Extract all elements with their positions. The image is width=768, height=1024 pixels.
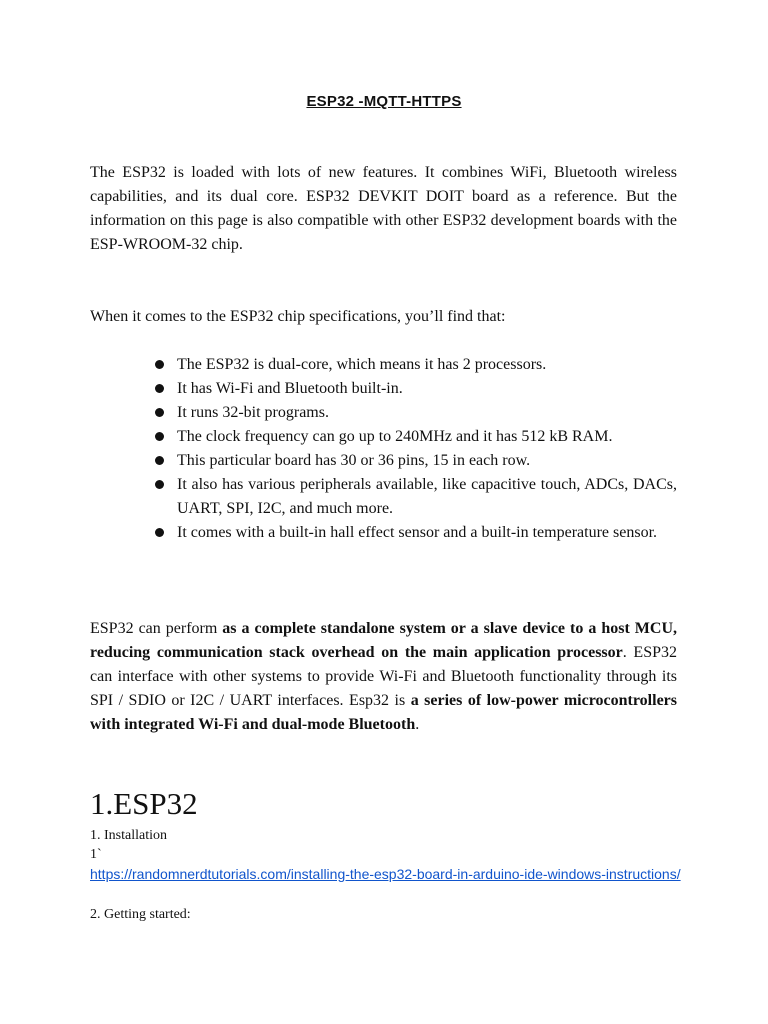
list-item (154, 401, 677, 425)
list-item-text: The clock frequency can go up to 240MHz and it has 512 kB RAM. (177, 428, 613, 445)
step-label: 1` (90, 847, 102, 862)
list-item-text: It has Wi-Fi and Bluetooth built-in. (177, 380, 403, 397)
list-item-text: The ESP32 is dual-core, which means it has 2 processors. (177, 356, 547, 373)
bullet-icon (155, 360, 164, 369)
perform-bold-1: as a complete standalone system or a slave device to a host MCU, reducing communication stack overhead on the main application processor (90, 620, 678, 661)
perform-text-3: . (415, 716, 420, 733)
list-item-text: It also has various peripherals available, like capacitive touch, ADCs, DACs, UART, SPI, I2C, and much more. (177, 476, 677, 517)
intro-paragraph: The ESP32 is loaded with lots of new features. It combines WiFi, Bluetooth wireless capabilities, and its dual core. ESP32 DEVKIT DOIT board as a reference. But the information on this page is also compatible with other ESP32 development boards with the ESP-WROOM-32 chip. (90, 164, 677, 253)
bullet-icon (155, 480, 164, 489)
bullet-icon (155, 408, 164, 417)
spec-bullet-list (154, 353, 677, 545)
section-heading: 1.ESP32 (90, 786, 198, 821)
list-item (154, 521, 677, 545)
document-title: ESP32 -MQTT-HTTPS (306, 93, 462, 110)
perform-text-1: ESP32 can perform (90, 620, 223, 637)
list-item-text: It comes with a built-in hall effect sensor and a built-in temperature sensor. (177, 524, 658, 541)
list-item-text: It runs 32-bit programs. (177, 404, 329, 421)
perform-text-2: . ESP32 can interface with other systems to provide Wi-Fi and Bluetooth functionality through its SPI / SDIO or I2C / UART interfaces. Esp32 is (90, 644, 677, 709)
list-item (154, 449, 677, 473)
bullet-icon (155, 432, 164, 441)
list-item (154, 377, 677, 401)
perform-bold-2: a series of low-power microcontrollers with integrated Wi-Fi and dual-mode Bluetooth (90, 692, 677, 733)
getting-started-label: 2. Getting started: (90, 907, 191, 922)
perform-paragraph (90, 617, 677, 737)
list-item (154, 353, 677, 377)
install-instructions-link[interactable]: https://randomnerdtutorials.com/installing-the-esp32-board-in-arduino-ide-windows-instructions/ (90, 866, 681, 882)
bullet-icon (155, 384, 164, 393)
bullet-icon (155, 456, 164, 465)
installation-label: 1. Installation (90, 828, 167, 843)
list-item (154, 425, 677, 449)
list-item (154, 473, 677, 521)
bullet-icon (155, 528, 164, 537)
spec-lead-paragraph: When it comes to the ESP32 chip specifications, you’ll find that: (90, 308, 506, 325)
list-item-text: This particular board has 30 or 36 pins, 15 in each row. (177, 452, 531, 469)
